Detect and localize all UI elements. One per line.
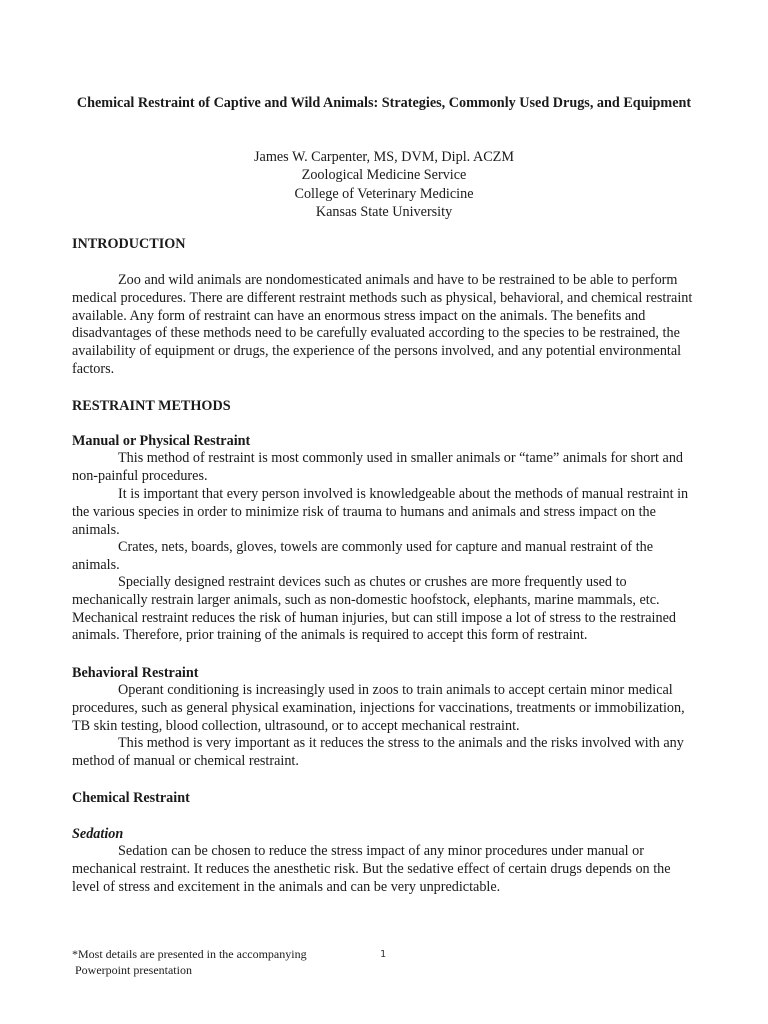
behavioral-paragraph-1: Operant conditioning is increasingly used in zoos to train animals to accept certain minor medical procedures, such as general physical examination, injections for vaccinations, treatments or immobilization, TB skin testing, blood collection, ultrasound, or to accept mechanical restraint.	[72, 682, 685, 734]
footnote-line-2: Powerpoint presentation	[75, 962, 192, 977]
author-block	[72, 148, 696, 221]
introduction-heading: INTRODUCTION	[72, 236, 186, 252]
chemical-restraint-heading: Chemical Restraint	[72, 790, 190, 806]
introduction-paragraph: Zoo and wild animals are nondomesticated animals and have to be restrained to be able to perform medical procedures. There are different restraint methods such as physical, behavioral, and chemical restraint available. Any form of restraint can have an enormous stress impact on the animals. The benefits and disadvantages of these methods need to be carefully evaluated according to the species to be restrained, the availability of equipment or drugs, the experience of the persons involved, and any potential environmental factors.	[72, 272, 693, 377]
sedation-heading: Sedation	[72, 826, 124, 842]
author-college: College of Veterinary Medicine	[294, 185, 474, 202]
manual-paragraph-1: This method of restraint is most commonly used in smaller animals or “tame” animals for short and non-painful procedures.	[72, 450, 684, 484]
behavioral-restraint-heading: Behavioral Restraint	[72, 665, 199, 681]
author-name: James W. Carpenter, MS, DVM, Dipl. ACZM	[254, 149, 514, 165]
manual-paragraph-4: Specially designed restraint devices such as chutes or crushes are more frequently used to mechanically restrain larger animals, such as non-domestic hoofstock, elephants, marine mammals, etc. Mechanical restraint reduces the risk of human injuries, but can still impose a lot of stress to the restrained animals. Therefore, prior training of the animals is required to accept this form of restraint.	[72, 574, 676, 644]
sedation-paragraph: Sedation can be chosen to reduce the stress impact of any minor procedures under manual or mechanical restraint. It reduces the anesthetic risk. But the sedative effect of certain drugs depends on the level of stress and excitement in the animals and can be very unpredictable.	[72, 843, 671, 895]
footnote	[72, 947, 372, 978]
manual-restraint-heading: Manual or Physical Restraint	[72, 433, 251, 449]
behavioral-paragraph-2: This method is very important as it reduces the stress to the animals and the risks involved with any method of manual or chemical restraint.	[72, 735, 684, 769]
document-title: Chemical Restraint of Captive and Wild Animals: Strategies, Commonly Used Drugs, and Equipment	[76, 95, 692, 111]
page-number: 1	[380, 949, 387, 960]
manual-paragraph-3: Crates, nets, boards, gloves, towels are commonly used for capture and manual restraint of the animals.	[72, 539, 654, 573]
author-university: Kansas State University	[315, 203, 453, 220]
footnote-line-1: *Most details are presented in the accompanying	[72, 947, 307, 961]
restraint-methods-heading: RESTRAINT METHODS	[72, 398, 231, 414]
manual-paragraph-2: It is important that every person involved is knowledgeable about the methods of manual restraint in the various species in order to minimize risk of trauma to humans and animals and stress impact on the animals.	[72, 486, 689, 538]
author-department: Zoological Medicine Service	[301, 167, 467, 184]
